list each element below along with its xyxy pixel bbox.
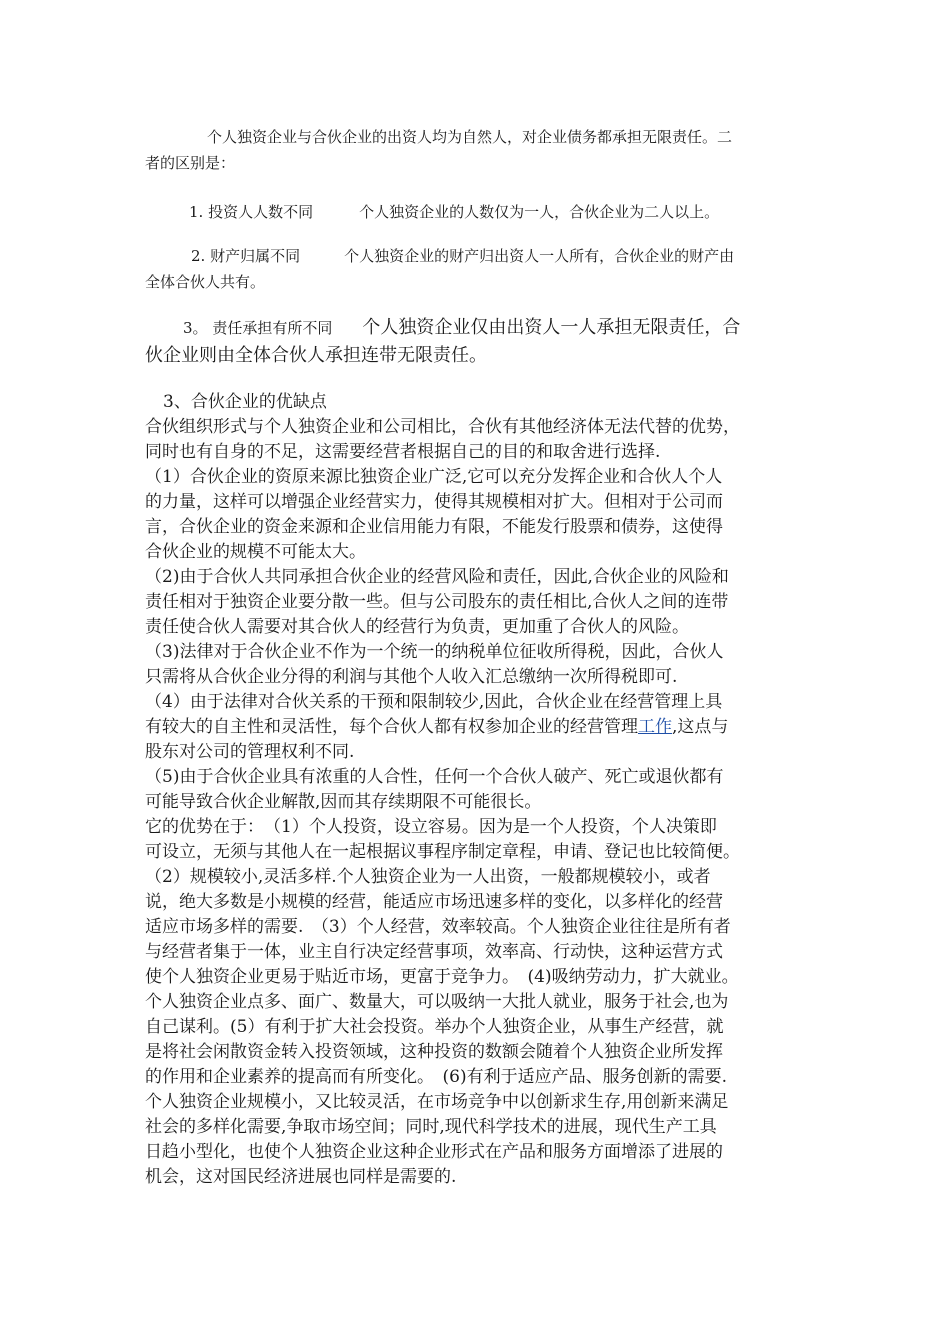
body-line: （3)法律对于合伙企业不作为一个统一的纳税单位征收所得税，因此，合伙人 <box>145 642 724 662</box>
body-line: 同时也有自身的不足，这需要经营者根据自己的目的和取舍进行选择. <box>145 442 661 462</box>
body-line: 言，合伙企业的资金来源和企业信用能力有限，不能发行股票和债券，这使得 <box>145 517 723 537</box>
body-line: 个人独资企业点多、面广、数量大，可以吸纳一大批人就业，服务于社会,也为 <box>145 992 729 1012</box>
body-line: 可设立，无须与其他人在一起根据议事程序制定章程，申请、登记也比较简便。 <box>145 842 740 862</box>
difference-item-2 <box>145 243 805 295</box>
body-line: 是将社会闲散资金转入投资领域，这种投资的数额会随着个人独资企业所发挥 <box>145 1042 723 1062</box>
section-body <box>145 390 845 1190</box>
intro-line: 者的区别是： <box>145 154 236 172</box>
body-line: 合伙企业的规模不可能太大。 <box>145 542 366 562</box>
body-line: 责任相对于独资企业要分散一些。但与公司股东的责任相比,合伙人之间的连带 <box>145 592 729 612</box>
intro-paragraph <box>145 124 805 176</box>
item-number: 3。 <box>183 319 208 337</box>
body-line: 合伙组织形式与个人独资企业和公司相比，合伙有其他经济体无法代替的优势， <box>145 417 740 437</box>
body-line: （4）由于法律对合伙关系的干预和限制较少,因此，合伙企业在经营管理上具 <box>145 692 723 712</box>
body-line-with-link: 有较大的自主性和灵活性，每个合伙人都有权参加企业的经营管理工作,这点与 <box>145 717 729 737</box>
body-line: 个人独资企业规模小，又比较灵活，在市场竞争中以创新求生存,用创新来满足 <box>145 1092 729 1112</box>
item-continuation: 伙企业则由全体合伙人承担连带无限责任。 <box>145 345 487 366</box>
body-line: 可能导致合伙企业解散,因而其存续期限不可能很长。 <box>145 792 542 812</box>
item-number: 1. <box>189 203 204 221</box>
item-continuation: 全体合伙人共有。 <box>145 273 266 291</box>
item-number: 2. <box>191 247 206 265</box>
body-line: 日趋小型化，也使个人独资企业这种企业形式在产品和服务方面增添了进展的 <box>145 1142 723 1162</box>
body-line: （2)由于合伙人共同承担合伙企业的经营风险和责任，因此,合伙企业的风险和 <box>145 567 729 587</box>
body-line: 机会，这对国民经济进展也同样是需要的. <box>145 1167 457 1187</box>
body-line: 社会的多样化需要,争取市场空间；同时,现代科学技术的进展，现代生产工具 <box>145 1117 717 1137</box>
body-line: （1）合伙企业的资原来源比独资企业广泛,它可以充分发挥企业和合伙人个人 <box>145 467 723 487</box>
item-title: 投资人人数不同 <box>208 203 314 221</box>
body-line: 使个人独资企业更易于贴近市场，更富于竞争力。 (4)吸纳劳动力，扩大就业。 <box>145 967 739 987</box>
item-description: 个人独资企业仅由出资人一人承担无限责任，合 <box>362 317 741 338</box>
body-line: 适应市场多样的需要. （3）个人经营，效率较高。个人独资企业往往是所有者 <box>145 917 731 937</box>
body-line: 说，绝大多数是小规模的经营，能适应市场迅速多样的变化，以多样化的经营 <box>145 892 723 912</box>
body-line: 的作用和企业素养的提高而有所变化。 (6)有利于适应产品、服务创新的需要. <box>145 1067 727 1087</box>
body-line: 只需将从合伙企业分得的利润与其他个人收入汇总缴纳一次所得税即可. <box>145 667 678 687</box>
body-line: 自己谋利。(5）有利于扩大社会投资。举办个人独资企业，从事生产经营，就 <box>145 1017 724 1037</box>
item-title: 责任承担有所不同 <box>212 319 333 337</box>
item-description: 个人独资企业的人数仅为一人，合伙企业为二人以上。 <box>359 203 720 221</box>
intro-line: 个人独资企业与合伙企业的出资人均为自然人，对企业债务都承担无限责任。二 <box>207 128 733 146</box>
body-line: 与经营者集于一体，业主自行决定经营事项，效率高、行动快，这种运营方式 <box>145 942 723 962</box>
body-line: 的力量，这样可以增强企业经营实力，使得其规模相对扩大。但相对于公司而 <box>145 492 723 512</box>
body-line: 它的优势在于： （1）个人投资，设立容易。因为是一个人投资，个人决策即 <box>145 817 717 837</box>
work-link[interactable]: 工作 <box>638 717 672 737</box>
item-description: 个人独资企业的财产归出资人一人所有，合伙企业的财产由 <box>344 247 735 265</box>
body-line: 股东对公司的管理权利不同. <box>145 742 355 762</box>
difference-item-1 <box>145 199 805 225</box>
item-title: 财产归属不同 <box>210 247 301 265</box>
section-heading: 3、合伙企业的优缺点 <box>163 392 327 412</box>
body-line: （2）规模较小,灵活多样.个人独资企业为一人出资，一般都规模较小，或者 <box>145 867 711 887</box>
body-line: （5)由于合伙企业具有浓重的人合性，任何一个合伙人破产、死亡或退伙都有 <box>145 767 724 787</box>
difference-item-3 <box>145 314 805 370</box>
body-line: 责任使合伙人需要对其合伙人的经营行为负责，更加重了合伙人的风险。 <box>145 617 689 637</box>
